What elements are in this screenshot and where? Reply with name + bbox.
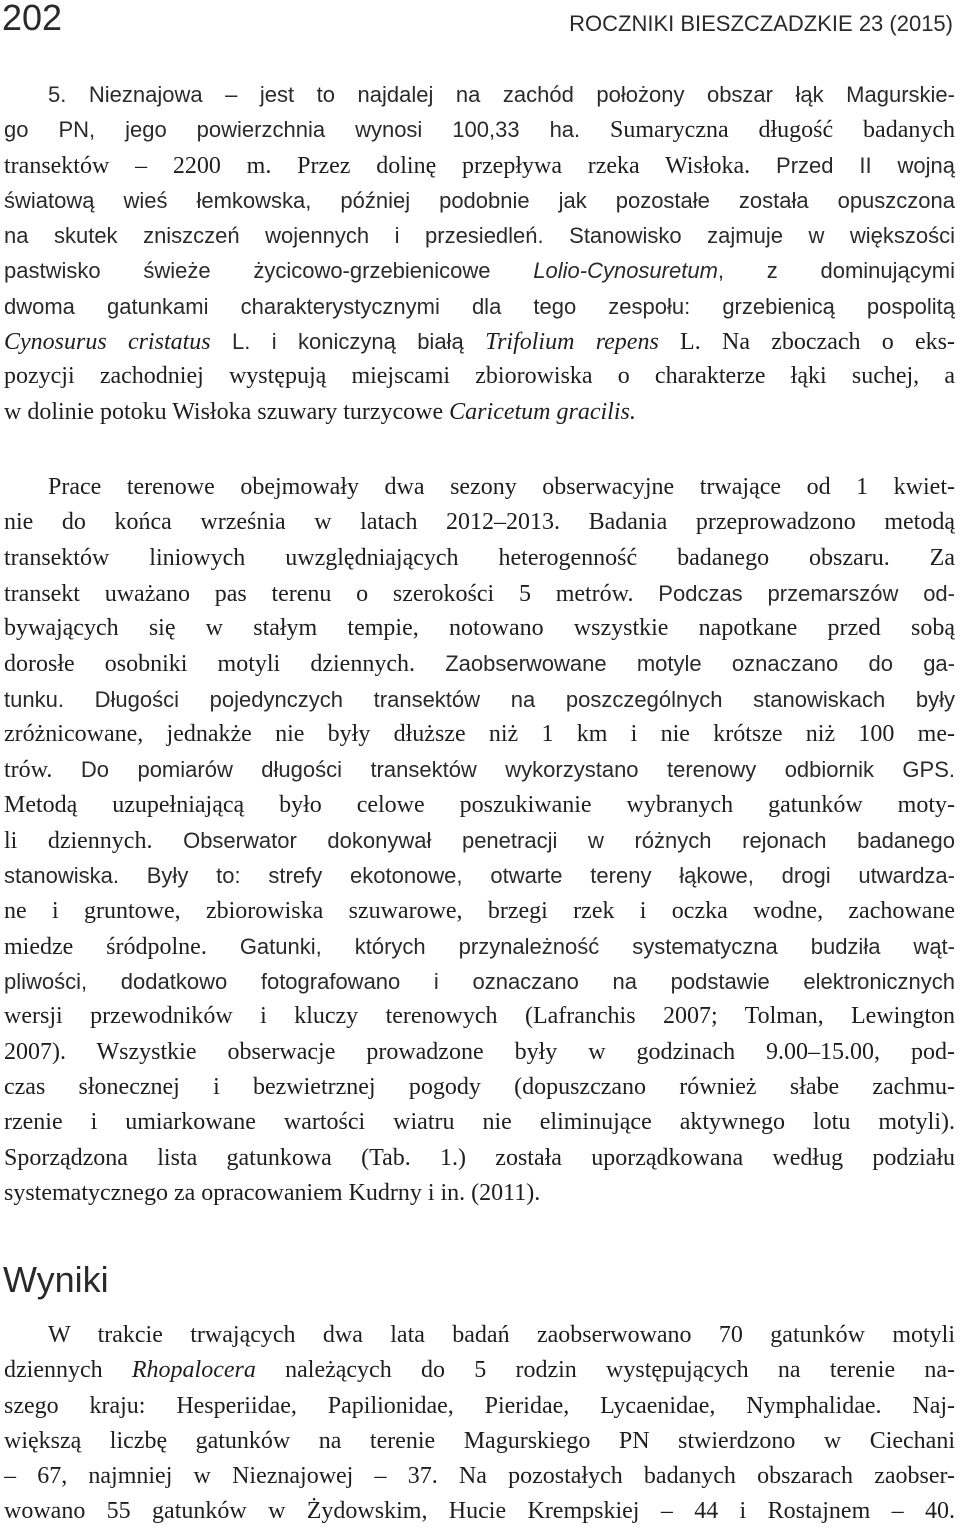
text-run: transekt uważano pas terenu o szerokości 5 metrów. — [4, 580, 634, 607]
text-run: czas słonecznej i bezwietrznej pogody (dopuszczano również słabe zachmu- — [4, 1074, 955, 1101]
text-run: L. i koniczyną białą — [210, 329, 486, 355]
text-line — [4, 576, 955, 611]
text-line — [4, 611, 955, 646]
section-heading: Wyniki — [3, 1259, 109, 1300]
paragraph — [4, 77, 955, 430]
text-line — [4, 964, 955, 999]
text-run: Sumaryczna długość badanych — [580, 117, 955, 144]
text-run: 5. Nieznajowa – jest to najdalej na zachód położony obszar łąk Magurskie- — [48, 82, 955, 107]
text-run: w dolinie potoku Wisłoka szuwary turzycowe — [4, 398, 450, 425]
text-run: Obserwator dokonywał penetracji w różnych rejonach badanego — [152, 827, 955, 853]
text-line — [4, 1424, 955, 1459]
text-line — [4, 646, 955, 681]
text-run: Metodą uzupełniającą było celowe poszukiwanie wybranych gatunków moty- — [4, 791, 955, 818]
text-run: należących do 5 rodzin występujących na terenie na- — [255, 1357, 955, 1384]
text-run: Prace terenowe obejmowały dwa sezony obserwacyjne trwające od 1 kwiet- — [48, 474, 955, 500]
text-run: Przed II wojną — [750, 152, 955, 178]
text-line — [4, 1035, 955, 1070]
text-line — [4, 1070, 955, 1105]
text-line — [4, 1318, 955, 1353]
text-line — [4, 858, 955, 893]
paragraph — [4, 1318, 955, 1530]
text-line — [4, 541, 955, 576]
text-run: transektów – 2200 m. Przez dolinę przepływa rzeka Wisłoka. — [4, 152, 751, 179]
text-run: zróżnicowane, jednakże nie były dłuższe niż 1 km i nie krótsze niż 100 me- — [4, 721, 955, 748]
text-run: , z dominującymi — [717, 258, 955, 284]
text-line — [4, 1494, 955, 1529]
text-line — [4, 148, 955, 183]
text-run: pastwisko świeże życicowo-grzebienicowe — [4, 258, 534, 284]
text-run: większą liczbę gatunków na terenie Magurskiego PN stwierdzono w Ciechani — [4, 1427, 955, 1454]
text-line — [4, 289, 955, 324]
text-line — [4, 1389, 955, 1424]
text-line — [4, 717, 955, 752]
text-run: – 67, najmniej w Nieznajowej – 37. Na pozostałych badanych obszarach zaobser- — [4, 1463, 955, 1490]
text-line — [4, 1141, 955, 1176]
taxon-name: Caricetum gracilis. — [449, 398, 636, 425]
text-line — [4, 929, 955, 964]
text-run: Gatunki, których przynależność systematyczna budziła wąt- — [206, 933, 955, 959]
text-run: wowano 55 gatunków w Żydowskim, Hucie Krempskiej – 44 i Rostajnem – 40. — [4, 1498, 955, 1525]
text-line — [4, 218, 955, 253]
taxon-name: Trifolium repens — [485, 329, 659, 356]
text-run: bywających się w stałym tempie, notowano wszystkie napotkane przed sobą — [4, 615, 955, 642]
text-run: światową wieś łemkowska, później podobnie jak pozostałe została opuszczona — [4, 187, 955, 213]
taxon-name: Lolio-Cynosuretum — [533, 258, 718, 284]
text-line — [4, 682, 955, 717]
text-line — [4, 752, 955, 787]
text-run: W trakcie trwających dwa lata badań zaobserwowano 70 gatunków motyli — [48, 1322, 955, 1348]
text-run: trów. — [4, 757, 53, 784]
text-line — [4, 253, 955, 288]
page-number: 202 — [2, 0, 63, 38]
text-run: go PN, jego powierzchnia wynosi 100,33 ha. — [4, 117, 581, 143]
taxon-name: Rhopalocera — [131, 1357, 256, 1384]
taxon-name: Cynosurus cristatus — [4, 329, 211, 356]
text-run: Sporządzona lista gatunkowa (Tab. 1.) została uporządkowana według podziału — [4, 1144, 955, 1171]
text-line — [4, 77, 955, 112]
text-run: ne i gruntowe, zbiorowiska szuwarowe, brzegi rzek i oczka wodne, zachowane — [4, 897, 955, 924]
text-run: tunku. Długości pojedynczych transektów na poszczególnych stanowiskach były — [4, 686, 955, 712]
text-run: L. Na zboczach o eks- — [658, 329, 955, 356]
text-line — [4, 112, 955, 147]
text-run: Zaobserwowane motyle oznaczano do ga- — [414, 651, 955, 677]
text-run: Podczas przemarszów od- — [633, 580, 955, 606]
text-line — [4, 359, 955, 394]
text-run: 2007). Wszystkie obserwacje prowadzone były w godzinach 9.00–15.00, pod- — [4, 1038, 955, 1065]
text-line — [4, 183, 955, 218]
text-run: transektów liniowych uwzględniających heterogenność badanego obszaru. Za — [4, 544, 955, 571]
text-run: pozycji zachodniej występują miejscami zbiorowiska o charakterze łąki suchej, a — [4, 363, 955, 390]
text-run: pliwości, dodatkowo fotografowano i oznaczano na podstawie elektronicznych — [4, 969, 955, 995]
text-run: stanowiska. Były to: strefy ekotonowe, otwarte tereny łąkowe, drogi utwardza- — [4, 863, 955, 889]
text-line — [4, 470, 955, 505]
text-line — [4, 999, 955, 1034]
text-run: nie do końca września w latach 2012–2013. Badania przeprowadzono metodą — [4, 509, 955, 536]
text-run: li dziennych. — [4, 827, 153, 854]
text-line — [4, 1176, 955, 1211]
text-run: dorosłe osobniki motyli dziennych. — [4, 651, 415, 678]
text-line — [4, 505, 955, 540]
journal-title: ROCZNIKI BIESZCZADZKIE 23 (2015) — [569, 11, 953, 36]
text-run: Do pomiarów długości transektów wykorzystano terenowy odbiornik GPS. — [52, 757, 955, 783]
text-line — [4, 1459, 955, 1494]
text-run: miedze śródpolne. — [4, 933, 207, 960]
text-run: wersji przewodników i kluczy terenowych (Lafranchis 2007; Tolman, Lewington — [4, 1003, 955, 1030]
text-line — [4, 894, 955, 929]
paragraph — [4, 470, 955, 1211]
text-line — [4, 788, 955, 823]
text-line — [4, 1353, 955, 1388]
text-line — [4, 324, 955, 359]
text-line — [4, 395, 955, 430]
text-run: dwoma gatunkami charakterystycznymi dla tego zespołu: grzebienicą pospolitą — [4, 293, 955, 319]
text-line — [4, 1105, 955, 1140]
text-run: szego kraju: Hesperiidae, Papilionidae, Pieridae, Lycaenidae, Nymphalidae. Naj- — [4, 1392, 955, 1419]
text-run: dziennych — [4, 1357, 132, 1384]
text-run: systematycznego za opracowaniem Kudrny i in. (2011). — [4, 1179, 541, 1206]
text-run: rzenie i umiarkowane wartości wiatru nie eliminujące aktywnego lotu motyli). — [4, 1109, 955, 1136]
text-line — [4, 823, 955, 858]
text-run: na skutek zniszczeń wojennych i przesiedleń. Stanowisko zajmuje w większości — [4, 223, 955, 249]
